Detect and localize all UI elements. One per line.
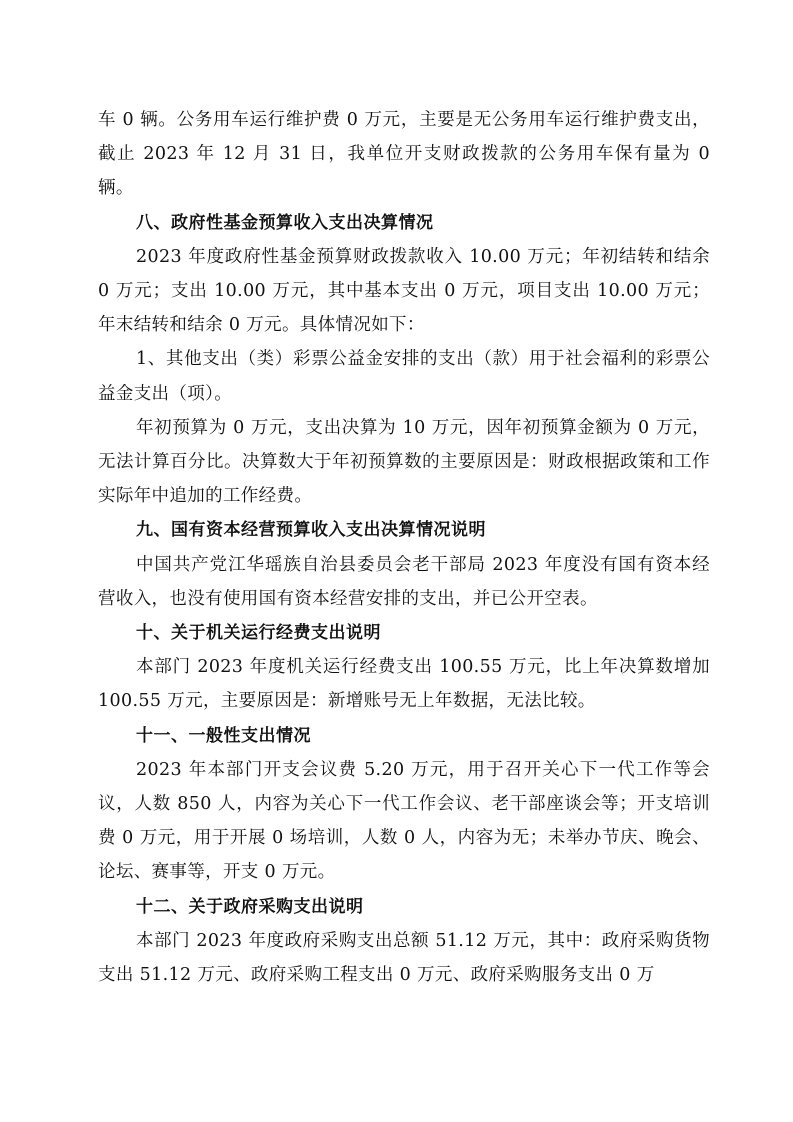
paragraph-fund-item: 1、其他支出（类）彩票公益金安排的支出（款）用于社会福利的彩票公益金支出（项）。 [98, 349, 710, 404]
paragraph-general-expenditure: 2023 年本部门开支会议费 5.20 万元，用于召开关心下一代工作等会议，人数 850 人，内容为关心下一代工作会议、老干部座谈会等；开支培训费 0 万元，用于开展 0 场培训，人数 0 人，内容为无；未举办节庆、晚会、论坛、赛事等，开支 0 万元。 [98, 759, 710, 883]
section-heading-state-capital: 九、国有资本经营预算收入支出决算情况说明 [136, 520, 486, 541]
document-body [98, 103, 710, 992]
paragraph-vehicle-summary: 车 0 辆。公务用车运行维护费 0 万元，主要是无公务用车运行维护费支出，截止 2023 年 12 月 31 日，我单位开支财政拨款的公务用车保有量为 0 辆。 [98, 110, 710, 199]
paragraph-operating-expenses: 本部门 2023 年度机关运行经费支出 100.55 万元，比上年决算数增加 100.55 万元，主要原因是：新增账号无上年数据，无法比较。 [98, 657, 710, 712]
paragraph-fund-overview: 2023 年度政府性基金预算财政拨款收入 10.00 万元；年初结转和结余 0 万元；支出 10.00 万元，其中基本支出 0 万元，项目支出 10.00 万元；年末结转和结余 0 万元。具体情况如下： [98, 246, 710, 336]
paragraph-fund-explanation: 年初预算为 0 万元，支出决算为 10 万元，因年初预算金额为 0 万元，无法计算百分比。决算数大于年初预算数的主要原因是：财政根据政策和工作实际年中追加的工作经费。 [98, 417, 710, 507]
paragraph-procurement: 本部门 2023 年度政府采购支出总额 51.12 万元，其中：政府采购货物支出 51.12 万元、政府采购工程支出 0 万元、政府采购服务支出 0 万 [98, 930, 710, 986]
paragraph-state-capital: 中国共产党江华瑶族自治县委员会老干部局 2023 年度没有国有资本经营收入，也没有使用国有资本经营安排的支出，并已公开空表。 [98, 554, 710, 609]
section-heading-operating-expenses: 十、关于机关运行经费支出说明 [136, 623, 381, 644]
section-heading-procurement: 十二、关于政府采购支出说明 [136, 896, 364, 917]
section-heading-general-expenditure: 十一、一般性支出情况 [136, 725, 311, 746]
section-heading-government-fund: 八、政府性基金预算收入支出决算情况 [136, 212, 434, 233]
